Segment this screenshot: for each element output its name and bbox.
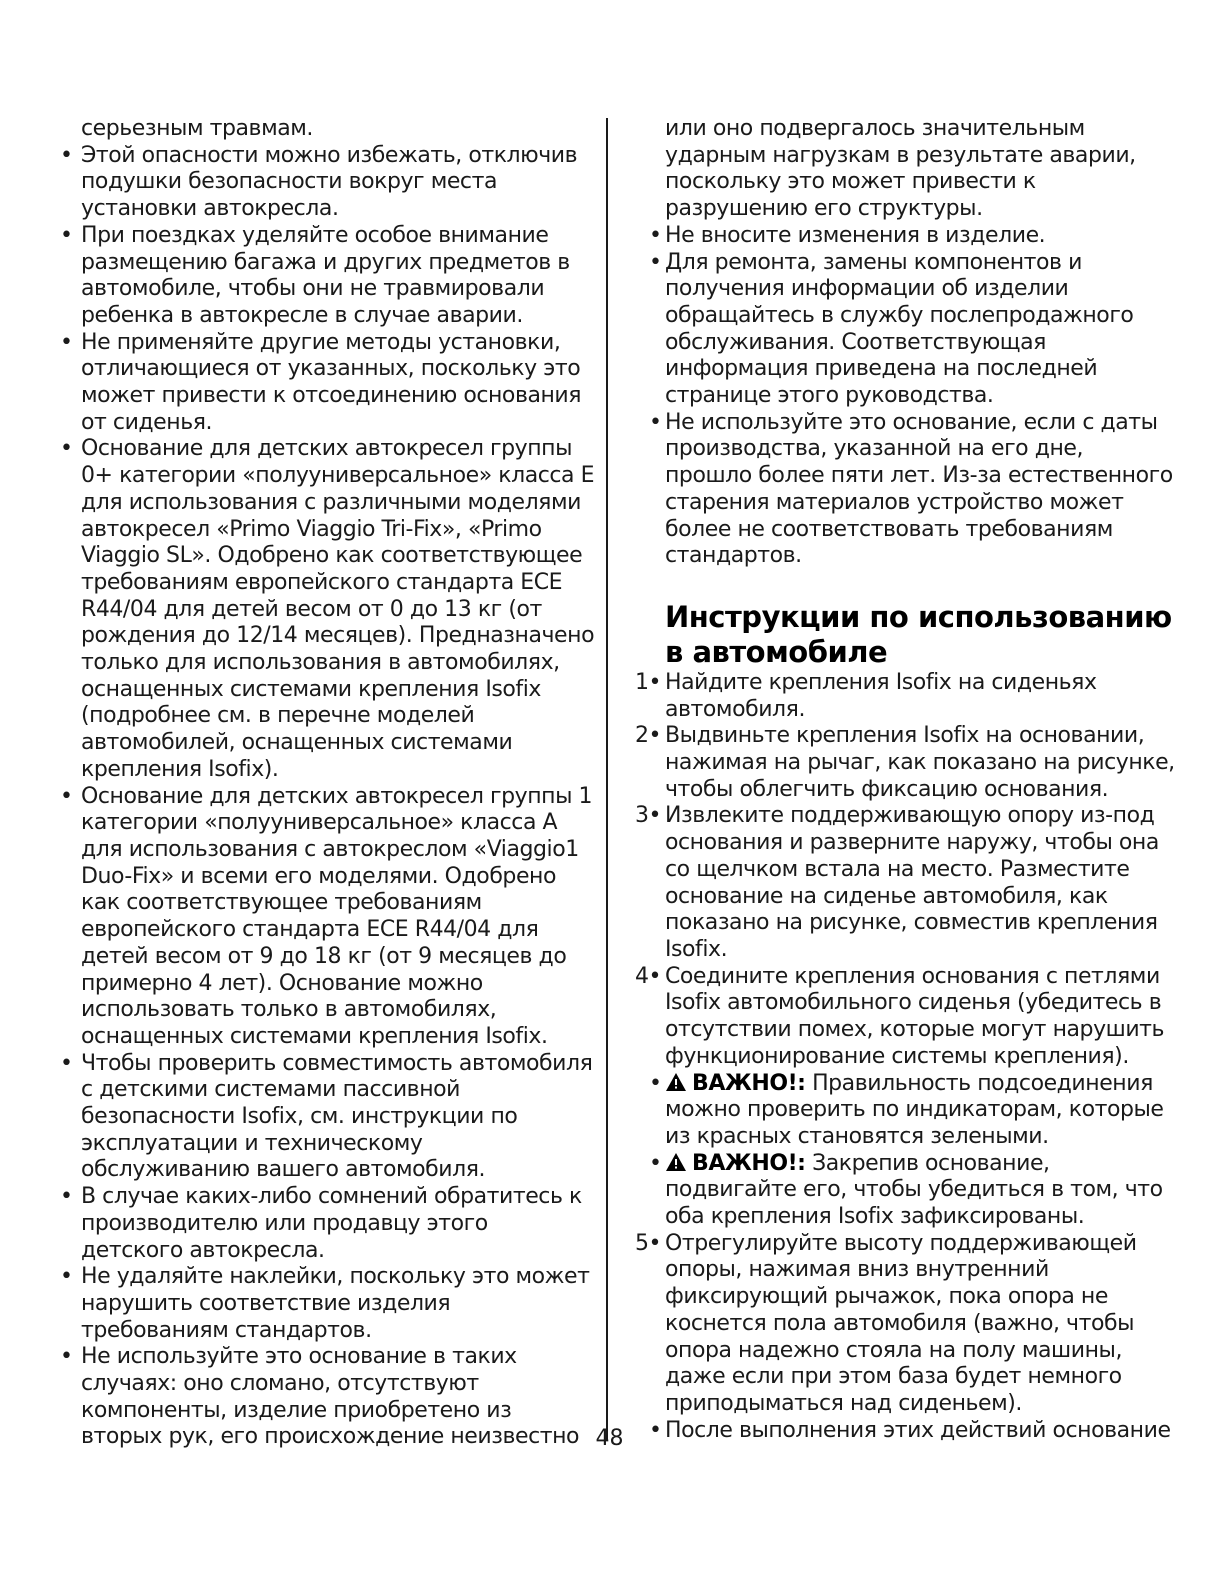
step-number: 3• (635, 803, 662, 829)
page-number: 48 (595, 1426, 624, 1451)
list-item-text: Основание для детских автокресел группы 1 категории «полууниверсальное» класса A для использования с автокреслом «Viaggio1 Duo-Fix» и всеми его моделями. Одобрено как соответствующее требованиям европейского стандарта ECE R44/04 для детей весом от 9 до 18 кг (от 9 месяцев до примерно 4 лет). Основание можно использовать только в автомобилях, оснащенных системами крепления Isofix. (81, 783, 593, 1049)
list-item-text: При поездках уделяйте особое внимание размещению багажа и других предметов в автомобиле, чтобы они не травмировали ребенка в автокресле в случае аварии. (81, 222, 570, 328)
step-number: 1• (635, 669, 662, 695)
warning-triangle-icon (665, 1152, 687, 1172)
list-item-text: Этой опасности можно избежать, отключив подушки безопасности вокруг места установки автокресла. (81, 142, 578, 222)
bullet-marker: • (649, 249, 662, 275)
step-item (635, 803, 1175, 963)
step-text: Выдвиньте крепления Isofix на основании, нажимая на рычаг, как показано на рисунке, чтобы облегчить фиксацию основания. (665, 723, 1175, 802)
warning-item (635, 1071, 1175, 1151)
bullet-marker: • (60, 142, 73, 168)
list-item-text: Не удаляйте наклейки, поскольку это может нарушить соответствие изделия требованиям стандартов. (81, 1264, 590, 1343)
right-column (635, 116, 1175, 1444)
step-number: 5• (635, 1230, 662, 1256)
warning-label: ВАЖНО!: (692, 1150, 806, 1176)
list-item (60, 1264, 595, 1344)
list-item-text: Основание для детских автокресел группы 0+ категории «полууниверсальное» класса E для использования с различными моделями автокресел «Primo Viaggio Tri-Fix», «Primo Viaggio SL». Одобрено как соответствующее требованиям европейского стандарта ECE R44/04 для детей весом от 0 до 13 кг (от рождения до 12/14 месяцев). Предназначено только для использования в автомобилях, оснащенных системами крепления Isofix (подробнее см. в перечне моделей автомобилей, оснащенных системами крепления Isofix). (81, 436, 595, 782)
list-item-text: После выполнения этих действий основание (665, 1417, 1171, 1443)
step-text: Соедините крепления основания с петлями Isofix автомобильного сиденья (убедитесь в отсутствии помех, которые могут нарушить функционирование системы крепления). (665, 963, 1165, 1069)
step-item (635, 723, 1175, 803)
warning-triangle-icon (665, 1072, 687, 1092)
warning-label: ВАЖНО!: (692, 1070, 806, 1096)
step-text: Найдите крепления Isofix на сиденьях автомобиля. (665, 669, 1097, 722)
list-item (60, 784, 595, 1051)
step-number: 4• (635, 963, 662, 989)
bullet-marker: • (649, 1150, 662, 1176)
list-item (60, 1051, 595, 1185)
step-text: Извлеките поддерживающую опору из-под основания и разверните наружу, чтобы она со щелчком встала на место. Разместите основание на сиденье автомобиля, как показано на рисунке, совместив крепления Isofix. (665, 803, 1159, 962)
bullet-marker: • (60, 1184, 73, 1210)
intro-text: серьезным травмам. (81, 116, 313, 141)
list-item-text: В случае каких-либо сомнений обратитесь к производителю или продавцу этого детского автокресла. (81, 1184, 582, 1263)
list-item-text: Для ремонта, замены компонентов и получения информации об изделии обращайтесь в службу послепродажного обслуживания. Соответствующая информация приведена на последней странице этого руководства. (665, 249, 1134, 409)
step-text: Отрегулируйте высоту поддерживающей опоры, нажимая вниз внутренний фиксирующий рычажок, пока опора не коснется пола автомобиля (важно, чтобы опора надежно стояла на полу машины, даже если при этом база будет немного приподыматься над сиденьем). (665, 1230, 1137, 1416)
left-column (60, 116, 595, 1451)
bullet-marker: • (649, 409, 662, 435)
list-item (635, 250, 1175, 410)
list-item-text: Не используйте это основание, если с даты производства, указанной на его дне, прошло более пяти лет. Из-за естественного старения материалов устройство может более не соответствовать требованиям стандартов. (665, 409, 1173, 569)
warning-text: Закрепив основание, подвигайте его, чтобы убедиться в том, что оба крепления Isofix зафиксированы. (665, 1150, 1163, 1230)
list-item (635, 223, 1175, 250)
step-item (635, 670, 1175, 723)
step-item (635, 964, 1175, 1071)
bullet-marker: • (60, 1344, 73, 1370)
list-item (60, 330, 595, 437)
column-divider (606, 118, 608, 1440)
list-item (60, 1184, 595, 1264)
list-item-text: Не используйте это основание в таких случаях: оно сломано, отсутствуют компоненты, изделие приобретено из вторых рук, его происхождение неизвестно (81, 1344, 580, 1450)
step-item (635, 1231, 1175, 1418)
bullet-marker: • (60, 783, 73, 809)
list-item-text: Не вносите изменения в изделие. (665, 222, 1046, 248)
list-item (60, 436, 595, 783)
warning-text: Правильность подсоединения можно проверить по индикаторам, которые из красных становятся зелеными. (665, 1070, 1164, 1149)
bullet-marker: • (649, 1070, 662, 1096)
list-item (635, 410, 1175, 570)
section-heading: Инструкции по использованию в автомобиле (665, 599, 1172, 669)
bullet-marker: • (649, 1417, 662, 1443)
bullet-marker: • (60, 436, 73, 462)
bullet-marker: • (649, 222, 662, 248)
warning-item (635, 1151, 1175, 1231)
list-item-text: Чтобы проверить совместимость автомобиля с детскими системами пассивной безопасности Isofix, см. инструкции по эксплуатации и техническому обслуживанию вашего автомобиля. (81, 1050, 593, 1183)
bullet-marker: • (60, 1050, 73, 1076)
bullet-marker: • (60, 222, 73, 248)
list-item (60, 223, 595, 330)
continuation-text: или оно подвергалось значительным ударным нагрузкам в результате аварии, поскольку это может привести к разрушению его структуры. (665, 116, 1136, 222)
bullet-marker: • (60, 329, 73, 355)
list-item-text: Не применяйте другие методы установки, отличающиеся от указанных, поскольку это может привести к отсоединению основания от сиденья. (81, 329, 582, 435)
bullet-marker: • (60, 1264, 73, 1290)
step-number: 2• (635, 723, 662, 749)
list-item (60, 143, 595, 223)
